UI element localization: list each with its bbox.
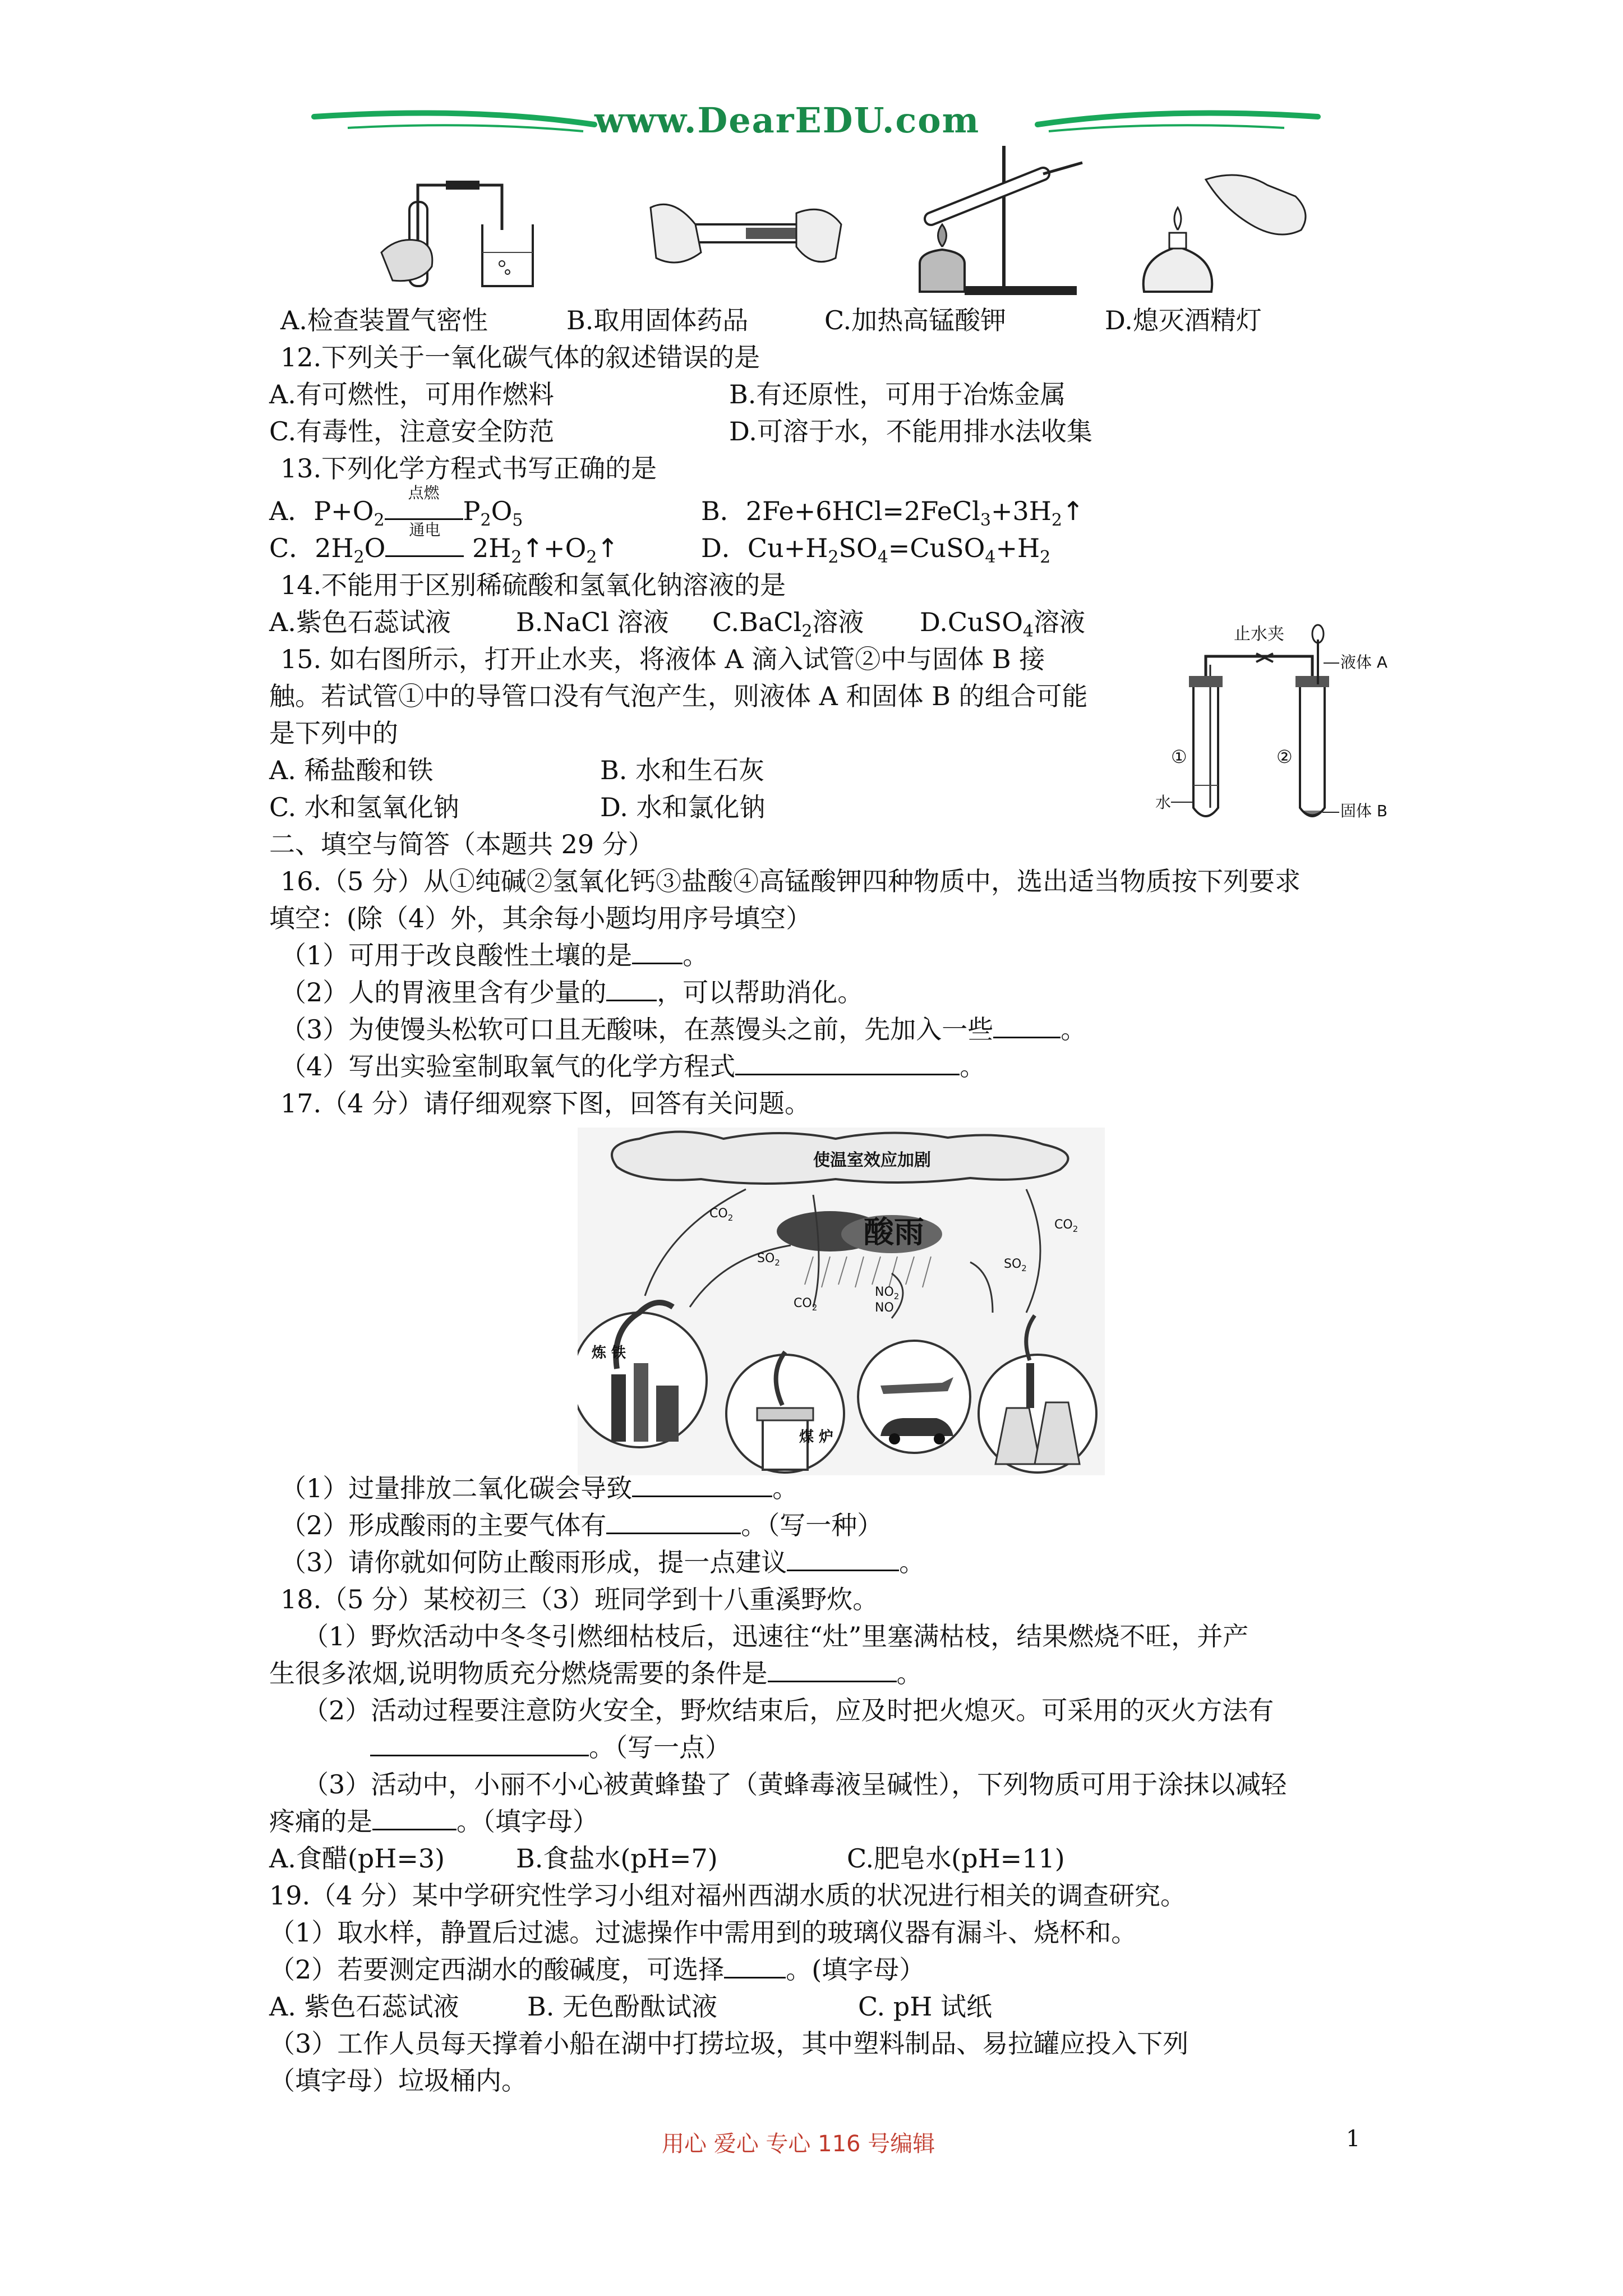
heating-figure <box>897 140 1099 303</box>
label-acid-rain: 酸雨 <box>864 1214 924 1250</box>
q16-sub-2: （2）人的胃液里含有少量的 ，可以帮助消化。 <box>280 974 863 1011</box>
q15-line-1: 15. 如右图所示，打开止水夹，将液体 A 滴入试管②中与固体 B 接 <box>280 644 1045 674</box>
answer-blank[interactable] <box>787 1545 899 1571</box>
airtightness-check-figure <box>370 168 572 297</box>
answer-blank[interactable] <box>632 938 683 964</box>
label-greenhouse: 使温室效应加剧 <box>813 1151 931 1170</box>
solid-reagent-figure <box>634 174 858 292</box>
label-solid-b: 固体 B <box>1340 802 1388 820</box>
q16-sub-4: （4）写出实验室制取氧气的化学方程式 。 <box>280 1048 985 1085</box>
q14-option-b: B.NaCl 溶液 <box>516 607 669 637</box>
footer-editor: 用心 爱心 专心 116 号编辑 <box>662 2131 935 2157</box>
q19-option-a: A. 紫色石蕊试液 <box>269 1991 459 2022</box>
section-2-title: 二、填空与简答（本题共 29 分） <box>269 829 654 859</box>
q15-apparatus-figure <box>1144 623 1436 836</box>
q12-option-c: C.有毒性，注意安全防范 <box>269 416 555 447</box>
q16-sub-1: （1）可用于改良酸性土壤的是 。 <box>280 937 708 974</box>
label-liquid-a: 液体 A <box>1340 653 1388 671</box>
q12-stem: 12.下列关于一氧化碳气体的叙述错误的是 <box>280 342 760 372</box>
answer-blank[interactable] <box>606 1508 741 1534</box>
q13-option-a: A．$P+O_2$ 点燃 $P_2O_5$ <box>269 484 523 531</box>
answer-blank[interactable] <box>372 1804 457 1830</box>
q12-option-a: A.有可燃性，可用作燃料 <box>269 379 554 409</box>
label-no: NO <box>875 1301 894 1315</box>
q15-line-3: 是下列中的 <box>269 718 398 748</box>
q18-option-a: A.食醋(pH=3) <box>269 1843 445 1874</box>
q11-option-b: B.取用固体药品 <box>566 305 749 335</box>
q18-sub-2-line-2: 。（写一点） <box>370 1729 731 1766</box>
q18-sub-1-line-2: 生很多浓烟,说明物质充分燃烧需要的条件是 。 <box>269 1655 923 1692</box>
q11-option-d: D.熄灭酒精灯 <box>1105 305 1262 335</box>
q18-sub-3-line-1: （3）活动中，小丽不小心被黄蜂蛰了（黄蜂毒液呈碱性），下列物质可用于涂抹以减轻 <box>303 1769 1287 1800</box>
q14-option-c: C.BaCl$_2$溶液 <box>712 607 864 642</box>
q17-stem: 17.（4 分）请仔细观察下图，回答有关问题。 <box>280 1088 811 1119</box>
q18-sub-1-line-1: （1）野炊活动中冬冬引燃细枯枝后，迅速往“灶”里塞满枯枝，结果燃烧不旺，并产 <box>303 1621 1249 1651</box>
answer-blank[interactable] <box>768 1656 897 1682</box>
q17-sub-1: （1）过量排放二氧化碳会导致 。 <box>280 1470 798 1507</box>
q14-option-a: A.紫色石蕊试液 <box>269 607 451 637</box>
q18-option-c: C.肥皂水(pH=11) <box>847 1843 1065 1874</box>
q19-sub-3-line-1: （3）工作人员每天撑着小船在湖中打捞垃圾，其中塑料制品、易拉罐应投入下列 <box>269 2028 1189 2059</box>
alcohol-lamp-figure <box>1127 163 1335 303</box>
q14-stem: 14.不能用于区别稀硫酸和氢氧化钠溶液的是 <box>280 570 786 600</box>
q17-sub-3: （3）请你就如何防止酸雨形成，提一点建议 。 <box>280 1544 925 1581</box>
q19-stem: 19.（4 分）某中学研究性学习小组对福州西湖水质的状况进行相关的调查研究。 <box>269 1880 1187 1911</box>
answer-blank[interactable] <box>632 1471 772 1497</box>
q12-option-b: B.有还原性，可用于冶炼金属 <box>729 379 1066 409</box>
label-so2-2: $SO_2$ <box>1004 1257 1027 1273</box>
q15-option-b: B. 水和生石灰 <box>600 755 765 785</box>
label-no2: $NO_2$ <box>875 1285 900 1301</box>
q11-option-a: A.检查装置气密性 <box>280 305 488 335</box>
acid-rain-diagram <box>578 1128 1105 1475</box>
label-steel: 炼 铁 <box>592 1345 626 1361</box>
q16-sub-3: （3）为使馒头松软可口且无酸味，在蒸馒头之前，先加入一些 。 <box>280 1011 1086 1048</box>
label-water: 水 <box>1155 793 1172 812</box>
q13-option-d: D．$Cu+H_2SO_4=CuSO_4+H_2$ <box>701 533 1051 568</box>
header-site-title: www.DearEDU.com <box>594 100 980 141</box>
q16-line-1: 16.（5 分）从①纯碱②氢氧化钙③盐酸④高锰酸钾四种物质中，选出适当物质按下列要求 <box>280 866 1301 896</box>
label-clamp: 止水夹 <box>1234 624 1284 644</box>
q13-option-c: C．$2H_2O$ 通电 $2H_2↑+O_2↑$ <box>269 521 619 568</box>
answer-blank[interactable] <box>370 1730 589 1756</box>
label-tube-2: ② <box>1276 746 1293 767</box>
q18-stem: 18.（5 分）某校初三（3）班同学到十八重溪野炊。 <box>280 1584 879 1614</box>
label-co2-2: $CO_2$ <box>794 1296 818 1313</box>
q19-sub-3-line-2: （填字母）垃圾桶内。 <box>269 2065 527 2096</box>
q19-sub-2: （2）若要测定西湖水的酸碱度，可选择 。(填字母） <box>269 1951 925 1988</box>
q19-option-b: B. 无色酚酞试液 <box>527 1991 718 2022</box>
q15-option-c: C. 水和氢氧化钠 <box>269 792 459 822</box>
q19-option-c: C. pH 试纸 <box>858 1991 992 2022</box>
label-so2-1: $SO_2$ <box>757 1251 780 1268</box>
reaction-condition-ignite: 点燃 <box>385 501 463 520</box>
q13-stem: 13.下列化学方程式书写正确的是 <box>280 453 657 484</box>
label-co2-1: $CO_2$ <box>709 1207 734 1223</box>
q18-option-b: B.食盐水(pH=7) <box>516 1843 718 1874</box>
answer-blank[interactable] <box>993 1012 1061 1038</box>
label-stove: 煤 炉 <box>799 1429 834 1446</box>
answer-blank[interactable] <box>606 975 657 1001</box>
q15-line-2: 触。若试管①中的导管口没有气泡产生，则液体 A 和固体 B 的组合可能 <box>269 681 1088 711</box>
q11-option-c: C.加热高锰酸钾 <box>824 305 1007 335</box>
q14-option-d: D.CuSO$_4$溶液 <box>920 607 1086 642</box>
label-tube-1: ① <box>1171 746 1187 767</box>
q18-sub-3-line-2: 疼痛的是 。（填字母） <box>269 1803 598 1840</box>
q15-option-d: D. 水和氯化钠 <box>600 792 766 822</box>
page-number: 1 <box>1346 2126 1361 2152</box>
reaction-condition-electrify: 通电 <box>385 539 464 557</box>
q15-option-a: A. 稀盐酸和铁 <box>269 755 434 785</box>
q18-sub-2-line-1: （2）活动过程要注意防火安全，野炊结束后，应及时把火熄灭。可采用的灭火方法有 <box>303 1695 1274 1726</box>
q17-sub-2: （2）形成酸雨的主要气体有 。（写一种） <box>280 1507 883 1544</box>
answer-blank[interactable] <box>724 1952 786 1978</box>
q13-option-b: B．$2Fe+6HCl=2FeCl_3+3H_2↑$ <box>701 496 1084 531</box>
q19-sub-1: （1）取水样，静置后过滤。过滤操作中需用到的玻璃仪器有漏斗、烧杯和。 <box>269 1917 1137 1948</box>
answer-blank[interactable] <box>735 1049 960 1075</box>
q16-line-2: 填空：(除（4）外，其余每小题均用序号填空） <box>269 903 812 933</box>
q12-option-d: D.可溶于水，不能用排水法收集 <box>729 416 1092 447</box>
label-co2-3: $CO_2$ <box>1054 1218 1078 1234</box>
